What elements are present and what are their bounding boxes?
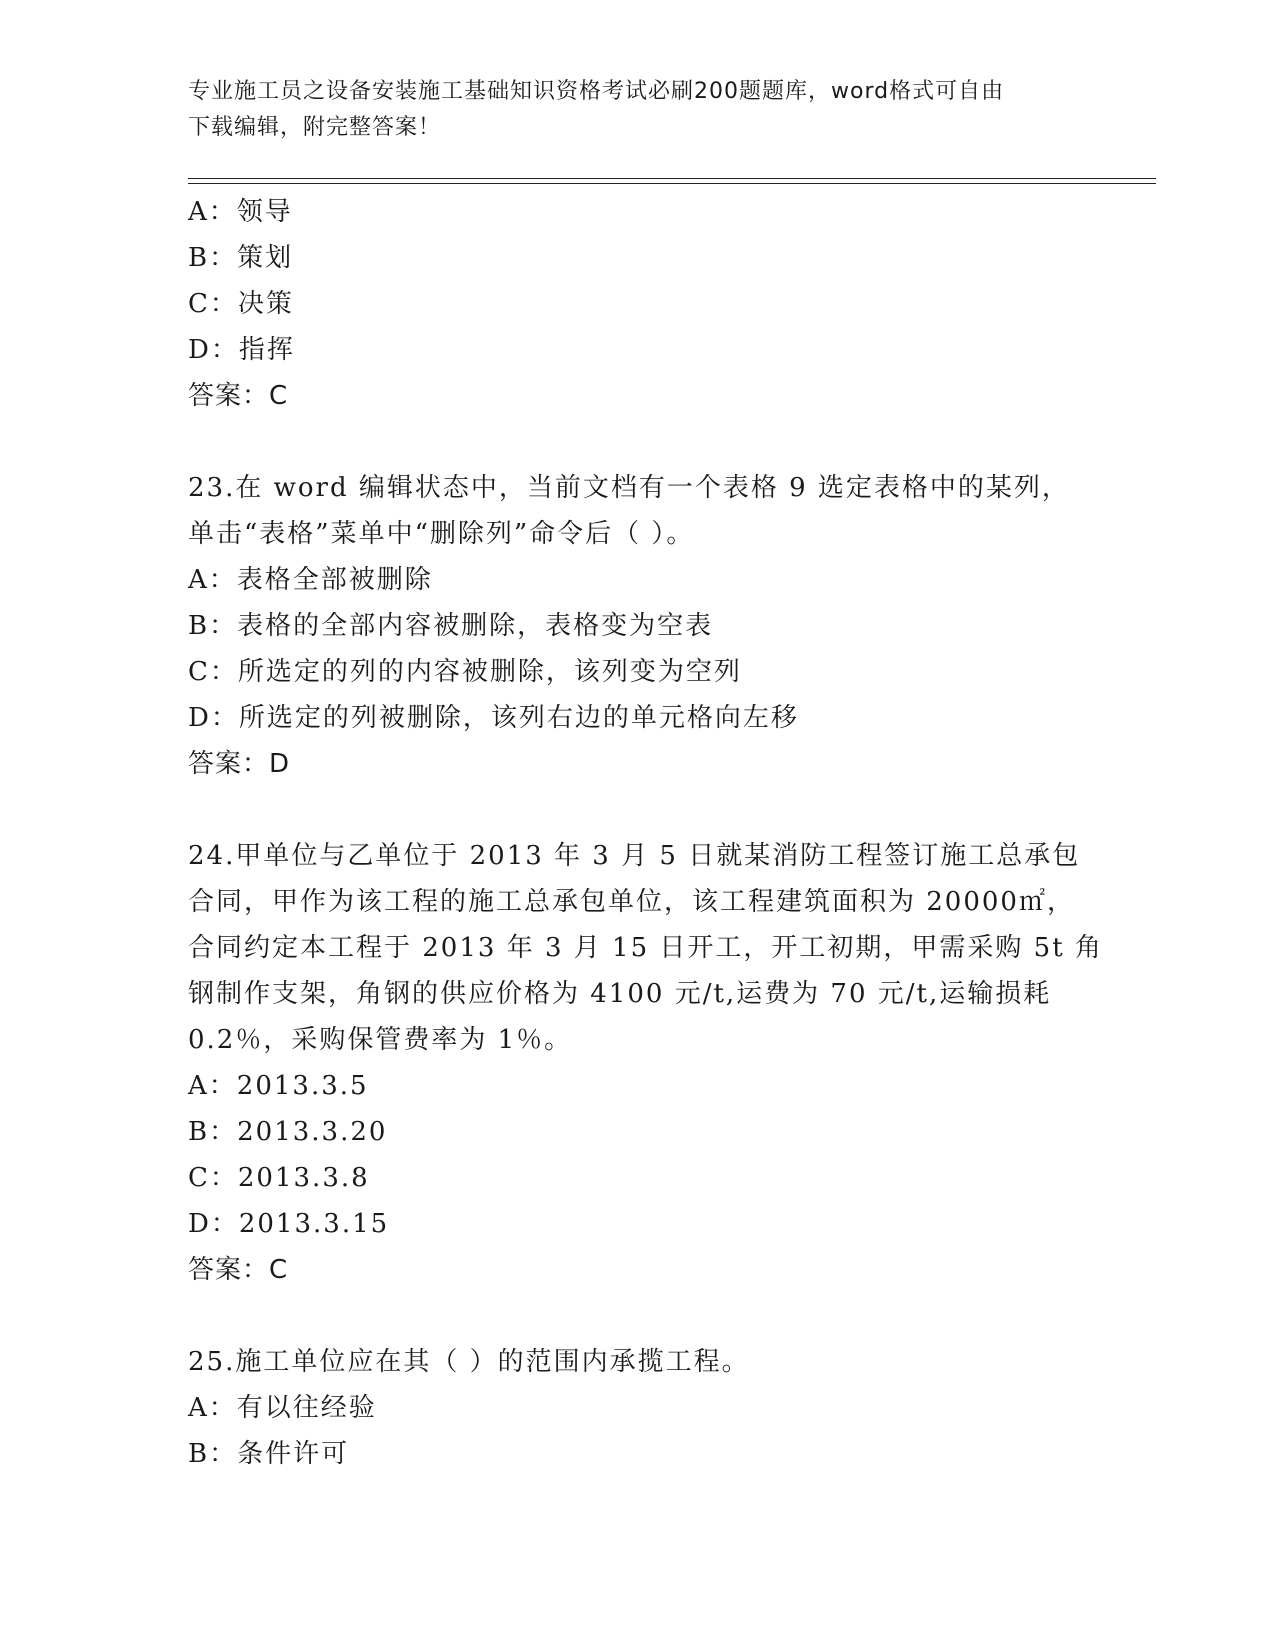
option-b: B：2013.3.20 [188,1117,388,1147]
spacer [188,419,1088,465]
header-line-2: 下载编辑，附完整答案！ [188,115,442,140]
question-text-line: 0.2％，采购保管费率为 1％。 [188,1025,573,1055]
question-22 [188,189,1088,419]
option-a: A：领导 [188,197,293,227]
option-d: D：2013.3.15 [188,1209,390,1239]
header-divider-top [188,178,1156,179]
option-b: B：条件许可 [188,1439,350,1469]
answer: 答案：C [188,381,289,411]
spacer [188,787,1088,833]
header-line-1: 专业施工员之设备安装施工基础知识资格考试必刷200题题库，word格式可自由 [188,79,1005,104]
option-c: C：决策 [188,289,294,319]
option-a: A：2013.3.5 [188,1071,369,1101]
question-text-line: 单击“表格”菜单中“删除列”命令后（ ）。 [188,519,695,549]
question-text-line: 合同，甲作为该工程的施工总承包单位，该工程建筑面积为 20000㎡， [188,887,1075,917]
header-divider-bottom [188,183,1156,184]
question-24 [188,833,1103,1293]
question-23 [188,465,1088,787]
option-c: C：所选定的列的内容被删除，该列变为空列 [188,657,742,687]
option-b: B：表格的全部内容被删除，表格变为空表 [188,611,714,641]
question-text-line: 钢制作支架，角钢的供应价格为 4100 元/t,运费为 70 元/t,运输损耗 [188,979,1052,1009]
spacer [188,1293,1088,1339]
question-text-line: 25.施工单位应在其（ ）的范围内承揽工程。 [188,1347,750,1377]
question-text-line: 23.在 word 编辑状态中，当前文档有一个表格 9 选定表格中的某列， [188,473,1070,503]
option-d: D：指挥 [188,335,295,365]
question-content [188,189,1103,1477]
question-text-line: 24.甲单位与乙单位于 2013 年 3 月 5 日就某消防工程签订施工总承包 [188,841,1081,871]
option-a: A：表格全部被删除 [188,565,433,595]
answer: 答案：C [188,1255,289,1285]
option-c: C：2013.3.8 [188,1163,370,1193]
question-25 [188,1339,1088,1477]
option-a: A：有以往经验 [188,1393,377,1423]
option-d: D：所选定的列被删除，该列右边的单元格向左移 [188,703,799,733]
document-header [188,74,1088,146]
question-text-line: 合同约定本工程于 2013 年 3 月 15 日开工，开工初期，甲需采购 5t 角 [188,933,1103,963]
answer: 答案：D [188,749,291,779]
option-b: B：策划 [188,243,294,273]
